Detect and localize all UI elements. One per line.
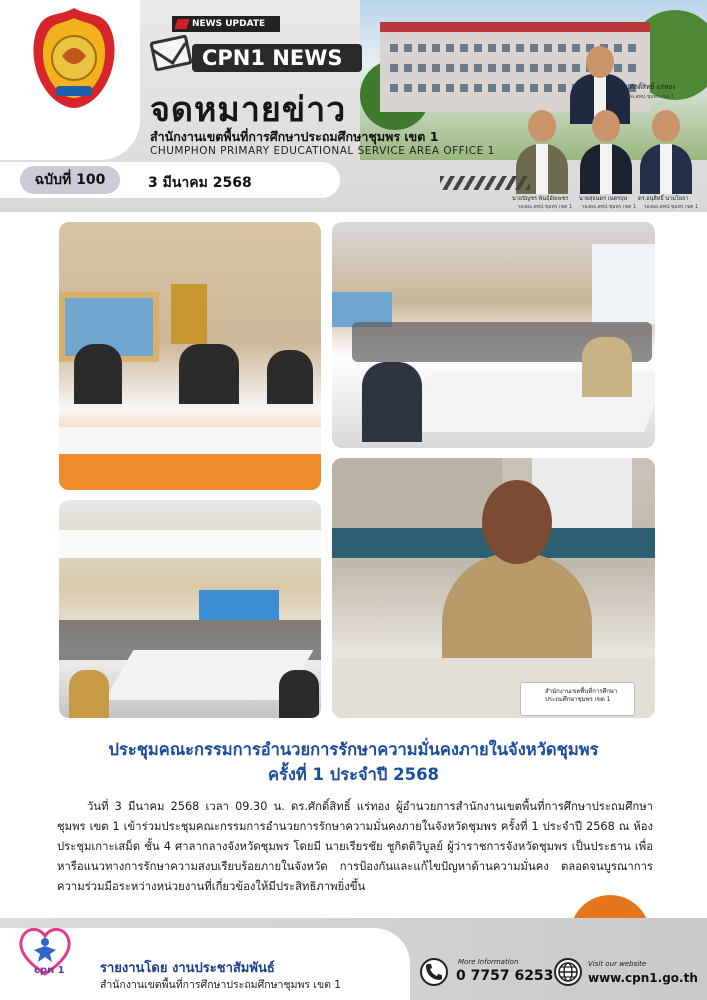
website-link[interactable]: www.cpn1.go.th	[588, 971, 698, 985]
education-seal-logo	[28, 6, 120, 110]
deputy-1-name: นายบัญชร พันธุ์อัยเพชร	[512, 196, 569, 202]
issue-number: ฉบับที่ 100	[20, 166, 120, 194]
cpn1-logo-label: cpn 1	[34, 965, 65, 976]
footer-org-name: สำนักงานเขตพื้นที่การศึกษาประถมศึกษาชุมพร เขต 1	[100, 979, 341, 991]
deputy-2-photo	[580, 110, 632, 194]
brand-title: CPN1 NEWS	[192, 44, 362, 72]
article-body: วันที่ 3 มีนาคม 2568 เวลา 09.30 น. ดร.ศักดิ์สิทธิ์ แร่ทอง ผู้อำนวยการสำนักงานเขตพื้นที่การศึกษาประถมศึกษาชุมพร เขต 1 เข้าร่วมประชุมคณะกรรมการอำนวยการรักษาความมั่นคงภายในจังหวัดชุมพร ครั้งที่ 1 ประจำปี 2568 ณ ห้องประชุมเกาะเสม็ด ชั้น 4 ศาลากลางจังหวัดชุมพร โดยมี นายเรียรชัย ชูกิตติวิบูลย์ ผู้ว่าราชการจังหวัดชุมพร เป็นประธาน เพื่อหารือแนวทางการรักษาความสงบเรียบร้อยภายในจังหวัด การป้องกันและแก้ไขปัญหาด้านความมั่นคง ตลอดจนบูรณาการความร่วมมือระหว่างหน่วยงานที่เกี่ยวข้องให้มีประสิทธิภาพยิ่งขึ้น	[57, 800, 653, 893]
more-info-label: More Information	[458, 958, 519, 966]
deputy-3-photo	[640, 110, 692, 194]
header	[0, 0, 707, 212]
globe-icon	[554, 958, 582, 986]
deputy-1-role: รองผอ.สพป.ชุมพร เขต 1	[518, 204, 573, 210]
meeting-photo-1	[59, 222, 321, 490]
news-update-badge: NEWS UPDATE	[172, 16, 280, 32]
org-name-thai: สำนักงานเขตพื้นที่การศึกษาประถมศึกษาชุมพร เขต 1	[150, 129, 439, 144]
meeting-photo-3	[59, 500, 321, 718]
newsletter-title: จดหมายข่าว	[150, 90, 347, 130]
director-name: ดร.ศักดิ์สิทธิ์ แร่ทอง	[620, 83, 676, 91]
director-role: ผอ.สพป.ชุมพร เขต 1	[628, 94, 675, 100]
meeting-photo-2	[332, 222, 655, 448]
phone-number[interactable]: 0 7757 6253	[456, 968, 554, 984]
visit-website-label: Visit our website	[588, 960, 647, 968]
article-headline: ประชุมคณะกรรมการอำนวยการรักษาความมั่นคงภายในจังหวัดชุมพร	[108, 740, 599, 759]
deputy-3-role: รองผอ.สพป.ชุมพร เขต 1	[644, 204, 699, 210]
envelope-icon	[149, 34, 192, 71]
name-plate-text: สำนักงานเขตพื้นที่การศึกษาประถมศึกษาชุมพร เขต 1	[545, 688, 618, 703]
org-name-english: CHUMPHON PRIMARY EDUCATIONAL SERVICE AREA OFFICE 1	[150, 145, 495, 157]
director-meeting-photo	[332, 458, 655, 718]
decorative-stripes	[440, 176, 530, 190]
reported-by: รายงานโดย งานประชาสัมพันธ์	[100, 961, 275, 976]
phone-icon	[420, 958, 448, 986]
deputy-3-name: ดร.อนุสิทธิ์ นามโยธา	[638, 196, 689, 202]
issue-date: 3 มีนาคม 2568	[148, 175, 252, 191]
article-headline-line-2: ครั้งที่ 1 ประจำปี 2568	[267, 765, 440, 784]
deputy-2-name: นายสุธนดร เนตรบุษ	[579, 196, 628, 202]
deputy-2-role: รองผอ.สพป.ชุมพร เขต 1	[582, 204, 637, 210]
